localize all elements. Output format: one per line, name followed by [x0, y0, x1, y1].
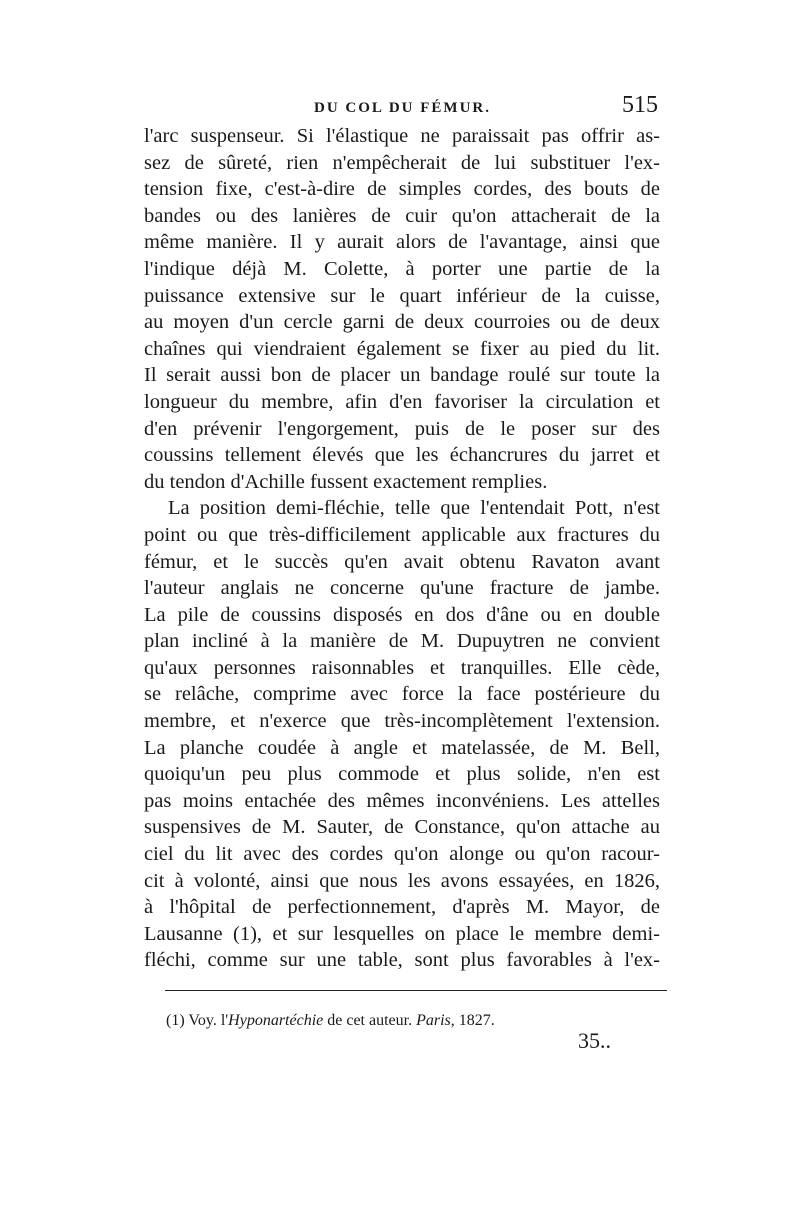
text-line: fléchi, comme sur une table, sont plus favorables à l'ex-	[144, 949, 660, 972]
text-line: Il serait aussi bon de placer un bandage roulé sur toute la	[144, 364, 660, 387]
text-line: suspensives de M. Sauter, de Constance, qu'on attache au	[144, 816, 660, 839]
footnote-year: , 1827.	[450, 1012, 495, 1029]
footnote-middle: de cet auteur.	[323, 1012, 417, 1029]
footnote	[166, 1012, 495, 1030]
text-line: La pile de coussins disposés en dos d'âne ou en double	[144, 603, 660, 626]
text-line: qu'aux personnes raisonnables et tranquilles. Elle cède,	[144, 656, 660, 679]
text-line: ciel du lit avec des cordes qu'on alonge ou qu'on racour-	[144, 843, 660, 866]
text-line: l'arc suspenseur. Si l'élastique ne paraissait pas offrir as-	[144, 125, 660, 147]
footnote-work-title: Hyponartéchie	[228, 1012, 324, 1029]
text-line: bandes ou des lanières de cuir qu'on attacherait de la	[144, 204, 660, 227]
text-line: quoiqu'un peu plus commode et plus solide, n'en est	[144, 763, 660, 786]
text-line: du tendon d'Achille fussent exactement remplies.	[144, 470, 548, 493]
signature-mark: 35..	[578, 1028, 611, 1053]
text-line: sez de sûreté, rien n'empêcherait de lui substituer l'ex-	[144, 151, 660, 174]
text-line: membre, et n'exerce que très-incomplètement l'extension.	[144, 710, 660, 733]
text-line: se relâche, comprime avec force la face postérieure du	[144, 683, 660, 706]
text-line: fémur, et le succès qu'en avait obtenu Ravaton avant	[144, 550, 660, 573]
footnote-rule	[165, 990, 667, 991]
running-title: DU COL DU FÉMUR.	[314, 100, 491, 116]
text-line: La planche coudée à angle et matelassée, de M. Bell,	[144, 736, 660, 759]
text-line: coussins tellement élevés que les échancrures du jarret et	[144, 444, 660, 467]
text-line: longueur du membre, afin d'en favoriser la circulation et	[144, 390, 660, 413]
page-number: 515	[622, 92, 658, 118]
text-line: à l'hôpital de perfectionnement, d'après M. Mayor, de	[144, 896, 660, 919]
text-line: l'auteur anglais ne concerne qu'une fracture de jambe.	[144, 577, 660, 600]
text-line: Lausanne (1), et sur lesquelles on place le membre demi-	[144, 922, 660, 945]
text-line: plan incliné à la manière de M. Dupuytren ne convient	[144, 630, 660, 653]
running-head	[144, 92, 664, 124]
text-line: pas moins entachée des mêmes inconvéniens. Les attelles	[144, 789, 660, 812]
text-line: même manière. Il y aurait alors de l'avantage, ainsi que	[144, 231, 660, 254]
text-line: d'en prévenir l'engorgement, puis de le poser sur des	[144, 417, 660, 440]
text-line: l'indique déjà M. Colette, à porter une partie de la	[144, 257, 660, 280]
text-line: cit à volonté, ainsi que nous les avons essayées, en 1826,	[144, 869, 660, 892]
text-line: chaînes qui viendraient également se fixer au pied du lit.	[144, 337, 660, 360]
text-line: La position demi-fléchie, telle que l'entendait Pott, n'est	[168, 497, 660, 520]
footnote-marker: (1) Voy. l'	[166, 1012, 229, 1029]
text-line: puissance extensive sur le quart inférieur de la cuisse,	[144, 284, 660, 307]
text-line: au moyen d'un cercle garni de deux courroies ou de deux	[144, 311, 660, 334]
footnote-place: Paris	[416, 1012, 451, 1029]
text-line: point ou que très-difficilement applicable aux fractures du	[144, 523, 660, 546]
text-line: tension fixe, c'est-à-dire de simples cordes, des bouts de	[144, 178, 660, 201]
body-text	[144, 123, 660, 974]
